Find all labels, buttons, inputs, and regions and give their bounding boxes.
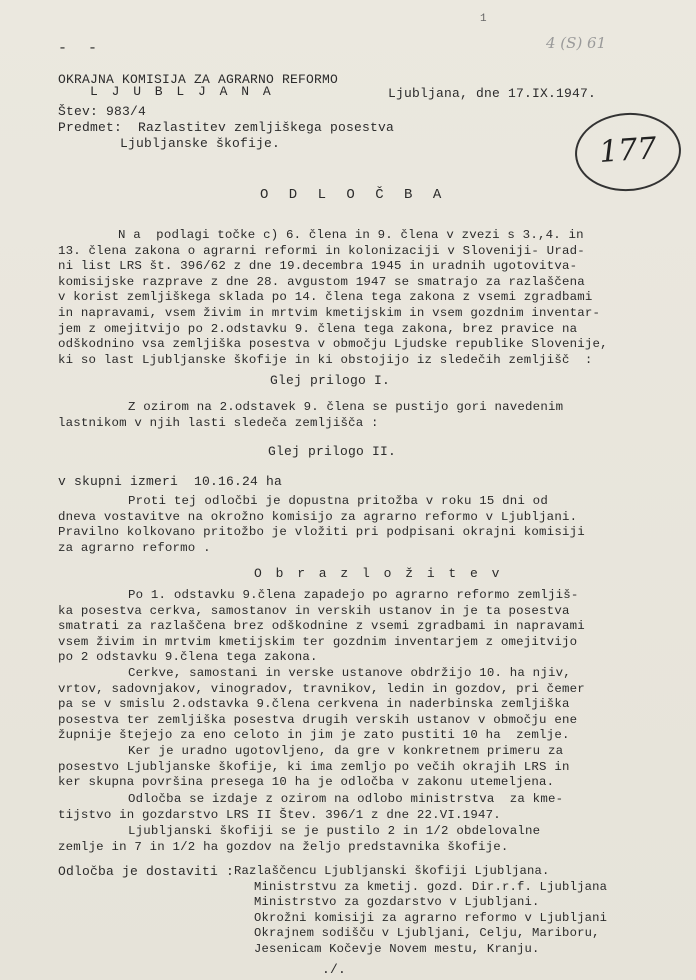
- text-line: lastnikom v njih lasti sledeča zemljišča :: [58, 415, 379, 430]
- delivery-label: Odločba je dostaviti :: [58, 864, 235, 879]
- reasons-title: O b r a z l o ž i t e v: [254, 566, 503, 581]
- see-appendix-1: Glej prilogo I.: [270, 373, 391, 388]
- paragraph-reasons-3: [58, 744, 570, 791]
- paragraph-appeal: [58, 494, 585, 556]
- text-line: Ljubljanski škofiji se je pustilo 2 in 1/2 obdelovalne: [128, 824, 541, 838]
- total-area: v skupni izmeri 10.16.24 ha: [58, 474, 283, 489]
- paragraph-reasons-5: [58, 824, 540, 855]
- text-line: zemlje in 7 in 1/2 ha gozdov na željo predstavnika škofije.: [58, 839, 509, 854]
- recipient-item: Okrajnem sodišču v Ljubljani, Celju, Mariboru,: [254, 926, 600, 941]
- text-line: 13. člena zakona o agrarni reformi in kolonizaciji v Sloveniji- Urad-: [58, 243, 585, 258]
- text-line: Ker je uradno ugotovljeno, da gre v konkretnem primeru za: [128, 744, 564, 758]
- recipient-item: Okrožni komisiji za agrarno reformo v Ljubljani: [254, 910, 608, 925]
- top-right-mark: 1: [480, 13, 487, 25]
- text-line: vrtov, sadovnjakov, vinogradov, travnikov, ledin in gozdov, pri čemer: [58, 681, 585, 696]
- text-line: odškodnino vsa zemljiška posestva v območju Ljudske republike Slovenije,: [58, 337, 608, 352]
- subject-line-1: Predmet: Razlastitev zemljiškega posestva: [58, 120, 395, 135]
- text-line: ki so last Ljubljanske škofije in ki obstojijo iz sledečih zemljišč :: [58, 352, 593, 367]
- end-mark: ./.: [322, 962, 347, 977]
- subject-line-2: Ljubljanske škofije.: [120, 136, 281, 151]
- text-line: za agrarno reformo .: [58, 540, 211, 555]
- document-title: O D L O Č B A: [260, 187, 448, 203]
- text-line: župnije štejejo za eno celoto in jim je zato pustiti 10 ha zemlje.: [58, 728, 570, 743]
- text-line: Po 1. odstavku 9.člena zapadejo po agrarno reformo zemljiš-: [128, 588, 579, 602]
- paragraph-reasons-4: [58, 792, 563, 823]
- paragraph-reasons-1: [58, 588, 585, 666]
- place-date: Ljubljana, dne 17.IX.1947.: [388, 86, 597, 101]
- text-line: pa se v smislu 2.odstavka 9.člena cerkvena in naderbinska zemljiška: [58, 697, 570, 712]
- text-line: dneva vostavitve na okrožno komisijo za agrarno reformo v Ljubljani.: [58, 509, 578, 524]
- text-line: in napravami, vsem živim in mrtvim kmetijskim in vsem gozdnim inventar-: [58, 305, 601, 320]
- text-line: Cerkve, samostani in verske ustanove obdržijo 10. ha njiv,: [128, 666, 571, 680]
- text-line: N a podlagi točke c) 6. člena in 9. člena v zvezi s 3.,4. in: [118, 228, 584, 242]
- text-line: vsem živim in mrtvim kmetijskim ter gozdnim inventarjem z omejitvijo: [58, 634, 578, 649]
- text-line: po 2 odstavku 9.člena tega zakona.: [58, 650, 318, 665]
- text-line: ker skupna površina presega 10 ha je odločba v zakonu utemeljena.: [58, 775, 555, 790]
- text-line: v korist zemljiškega sklada po 14. člena tega zakona z vsemi zgradbami: [58, 290, 593, 305]
- org-name: OKRAJNA KOMISIJA ZA AGRARNO REFORMO: [58, 72, 339, 87]
- document-number: Štev: 983/4: [58, 104, 147, 119]
- text-line: smatrati za razlaščena brez odškodnine z vsemi zgradbami in napravami: [58, 619, 585, 634]
- text-line: Z ozirom na 2.odstavek 9. člena se pustijo gori navedenim: [128, 400, 564, 414]
- text-line: komisijske razprave z dne 28. avgustom 1947 se smatrajo za razlaščena: [58, 274, 585, 289]
- top-marks: - -: [58, 40, 104, 57]
- text-line: ni list LRS št. 396/62 z dne 19.decembra 1945 in uradnih ugotovitva-: [58, 259, 578, 274]
- recipient-item: Ministrstvu za kmetij. gozd. Dir.r.f. Ljubljana: [254, 879, 608, 894]
- recipient-list: [234, 864, 607, 958]
- text-line: posestva ter zemljiška posestva drugih verskih ustanov v območju ene: [58, 712, 578, 727]
- paragraph-reasons-2: [58, 666, 585, 744]
- paragraph-retained: [58, 400, 563, 431]
- text-line: posestvo Ljubljanske škofije, ki ima zemljo po večih okrajih LRS in: [58, 759, 570, 774]
- recipient-item: Jesenicam Kočevje Novem mestu, Kranju.: [254, 941, 540, 956]
- stamp-number: 177: [598, 131, 658, 170]
- paragraph-decision: [58, 228, 608, 368]
- recipient-item: Razlaščencu Ljubljanski škofiji Ljubljana.: [234, 864, 550, 878]
- text-line: jem z omejitvijo po 2.odstavku 9. člena tega zakona, brez pravice na: [58, 321, 578, 336]
- see-appendix-2: Glej prilogo II.: [268, 444, 397, 459]
- text-line: Odločba se izdaje z ozirom na odlobo ministrstva za kme-: [128, 792, 564, 806]
- org-city: L J U B L J A N A: [90, 84, 274, 99]
- text-line: Pravilno kolkovano pritožbo je vložiti pri podpisani okrajni komisiji: [58, 525, 585, 540]
- file-number-stamp: [572, 109, 683, 194]
- pencil-note: 4 (S) 61: [546, 34, 607, 52]
- text-line: ka posestva cerkva, samostanov in verskih ustanov in je ta posestva: [58, 603, 570, 618]
- text-line: tijstvo in gozdarstvo LRS II Štev. 396/1 z dne 22.VI.1947.: [58, 807, 501, 822]
- recipient-item: Ministrstvo za gozdarstvo v Ljubljani.: [254, 895, 540, 910]
- text-line: Proti tej odločbi je dopustna pritožba v roku 15 dni od: [128, 494, 548, 508]
